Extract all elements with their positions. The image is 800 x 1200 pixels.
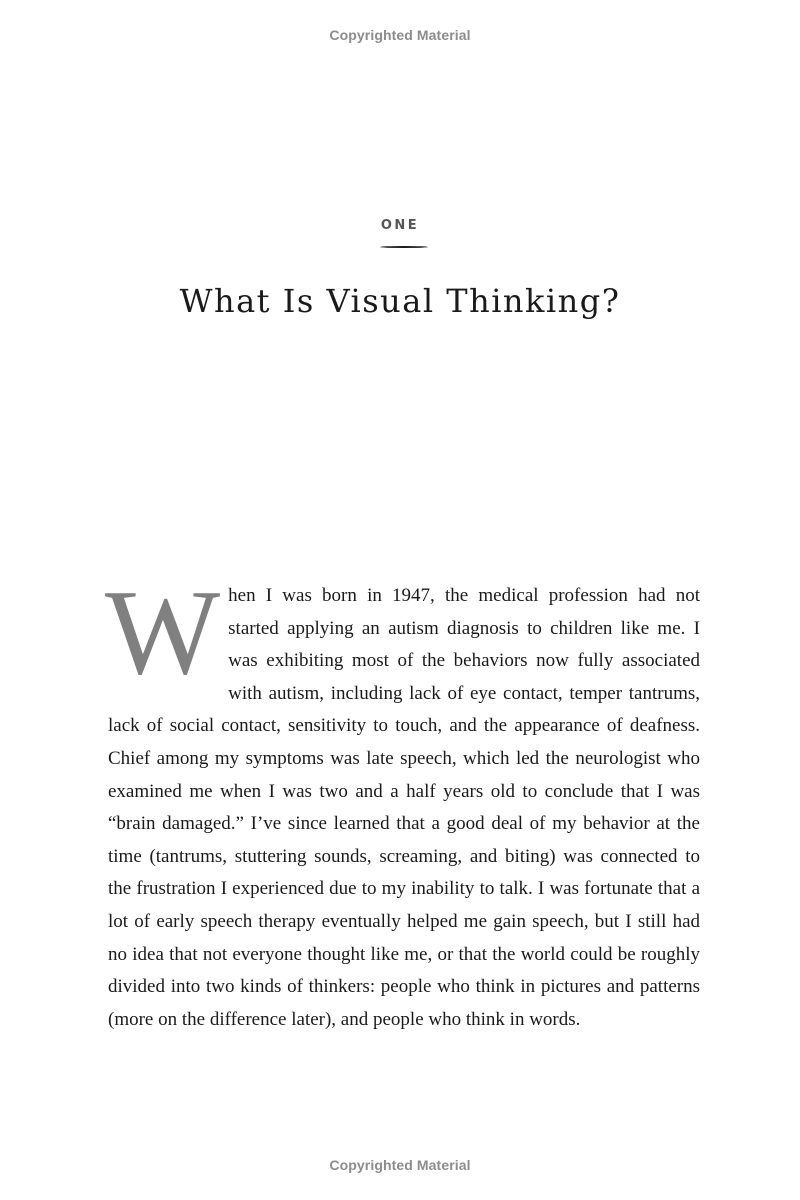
paragraph-text: hen I was born in 1947, the medical profession had not started applying an autism diagnosis to children like me. I was exhibiting most of the behaviors now fully associated with autism, including lack of eye contact, temper tantrums, lack of social contact, sensitivity to touch, and the appearance of deafness. Chief among my symptoms was late speech, which led the neurologist who examined me when I was two and a half years old to conclude that I was “brain damaged.” I’ve since learned that a good deal of my behavior at the time (tantrums, stuttering sounds, screaming, and biting) was connected to the frustration I experienced due to my inability to talk. I was fortunate that a lot of early speech therapy eventually helped me gain speech, but I still had no idea that not everyone thought like me, or that the world could be roughly divided into two kinds of thinkers: people who think in pictures and patterns (more on the difference later), and people who think in words. [108, 585, 700, 1030]
copyright-watermark-bottom: Copyrighted Material [329, 1157, 471, 1173]
drop-cap: W [105, 565, 221, 700]
body-paragraph [105, 565, 700, 1036]
copyright-watermark-top: Copyrighted Material [329, 27, 471, 43]
chapter-divider [380, 246, 428, 248]
chapter-number: ONE [380, 218, 420, 233]
chapter-title: What Is Visual Thinking? [179, 282, 621, 320]
